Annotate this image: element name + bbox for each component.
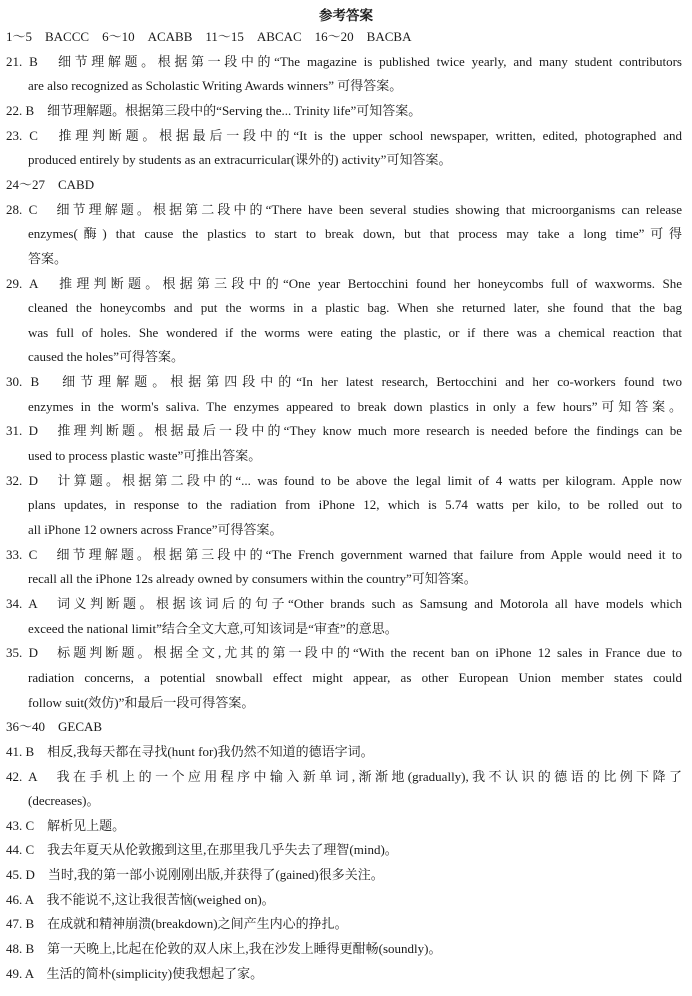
- answer-line: exceed the national limit”结合全文大意,可知该词是“审查”的意思。: [28, 620, 398, 636]
- answer-line: 30. B 细节理解题。根据第四段中的“In her latest research, Bertocchini and her co-workers found two: [6, 374, 682, 390]
- answer-line: caused the holes”可得答案。: [28, 349, 184, 365]
- answer-line: (decreases)。: [28, 793, 100, 809]
- answer-line: are also recognized as Scholastic Writing Awards winners” 可得答案。: [28, 78, 403, 94]
- answer-line: used to process plastic waste”可推出答案。: [28, 448, 262, 463]
- answer-line: 45. D 当时,我的第一部小说刚刚出版,并获得了(gained)很多关注。: [6, 867, 384, 883]
- answer-line: 23. C 推理判断题。根据最后一段中的“It is the upper school newspaper, written, edited, photographed and: [6, 127, 682, 143]
- answer-line: 34. A 词义判断题。根据该词后的句子“Other brands such as Samsung and Motorola all have models which: [6, 595, 682, 611]
- page-title: 参考答案: [319, 8, 373, 23]
- answer-line: 24～27 CABD: [6, 176, 95, 192]
- answer-line: 48. B 第一天晚上,比起在伦敦的双人床上,我在沙发上睡得更酣畅(soundly)。: [6, 941, 442, 956]
- answer-line: cleaned the honeycombs and put the worms in a plastic bag. When she returned later, she found that the bag: [28, 300, 682, 316]
- answer-line: was full of holes. She wondered if the worms were eating the plastic, or if there was a chemical reaction that: [28, 324, 682, 340]
- answer-line: follow suit(效仿)”和最后一段可得答案。: [28, 694, 255, 710]
- answer-line: 29. A 推理判断题。根据第三段中的“One year Bertocchini found her honeycombs full of waxworms. She: [6, 275, 682, 291]
- answer-line: enzymes in the worm's saliva. The enzymes appeared to break down plastics in only a few hours”可知答案。: [28, 398, 682, 414]
- answer-line: radiation concerns, a potential snowball effect might appear, as other European Union member states could: [28, 669, 682, 685]
- answer-line: 35. D 标题判断题。根据全文,尤其的第一段中的“With the recent ban on iPhone 12 sales in France due to: [6, 645, 682, 661]
- answer-line: 42. A 我在手机上的一个应用程序中输入新单词,渐渐地(gradually),我不认识的德语的比例下降了: [6, 768, 682, 784]
- answer-line: 1～5 BACCC 6～10 ACABB 11～15 ABCAC 16～20 BACBA: [6, 29, 412, 44]
- answer-line: 44. C 我去年夏天从伦敦搬到这里,在那里我几乎失去了理智(mind)。: [6, 842, 398, 858]
- answer-line: 46. A 我不能说不,这让我很苦恼(weighed on)。: [6, 891, 275, 907]
- answer-line: 47. B 在成就和精神崩溃(breakdown)之间产生内心的挣扎。: [6, 916, 348, 932]
- answer-line: 28. C 细节理解题。根据第二段中的“There have been several studies showing that microorganisms can release: [6, 201, 682, 217]
- answer-line: 49. A 生活的简朴(simplicity)使我想起了家。: [6, 965, 264, 981]
- answer-line: 31. D 推理判断题。根据最后一段中的“They know much more research is needed before the findings can be: [6, 423, 682, 439]
- answer-line: 22. B 细节理解题。根据第三段中的“Serving the... Trinity life”可知答案。: [6, 102, 422, 118]
- answer-line: plans updates, in response to the radiation from iPhone 12, which is 5.74 watts per kilo, to be rolled out to: [28, 497, 682, 513]
- answer-line: 43. C 解析见上题。: [6, 817, 126, 833]
- answer-line: produced entirely by students as an extracurricular(课外的) activity”可知答案。: [28, 152, 452, 168]
- answer-line: all iPhone 12 owners across France”可得答案。: [28, 522, 283, 537]
- answer-line: 21. B 细节理解题。根据第一段中的“The magazine is published twice yearly, and many student contributors: [6, 53, 682, 69]
- answer-line: enzymes(酶) that cause the plastics to start to break down, but that process may take a long time”可得: [28, 226, 682, 242]
- answer-line: 答案。: [28, 250, 68, 266]
- answer-line: 36～40 GECAB: [6, 719, 103, 735]
- answer-line: recall all the iPhone 12s already owned by consumers within the country”可知答案。: [28, 571, 477, 587]
- answer-line: 32. D 计算题。根据第二段中的“... was found to be above the legal limit of 4 watts per kilogram. Apple now: [6, 472, 682, 488]
- answer-line: 41. B 相反,我每天都在寻找(hunt for)我仍然不知道的德语字词。: [6, 743, 374, 759]
- answer-line: 33. C 细节理解题。根据第三段中的“The French government warned that failure from Apple would need it to: [6, 546, 682, 562]
